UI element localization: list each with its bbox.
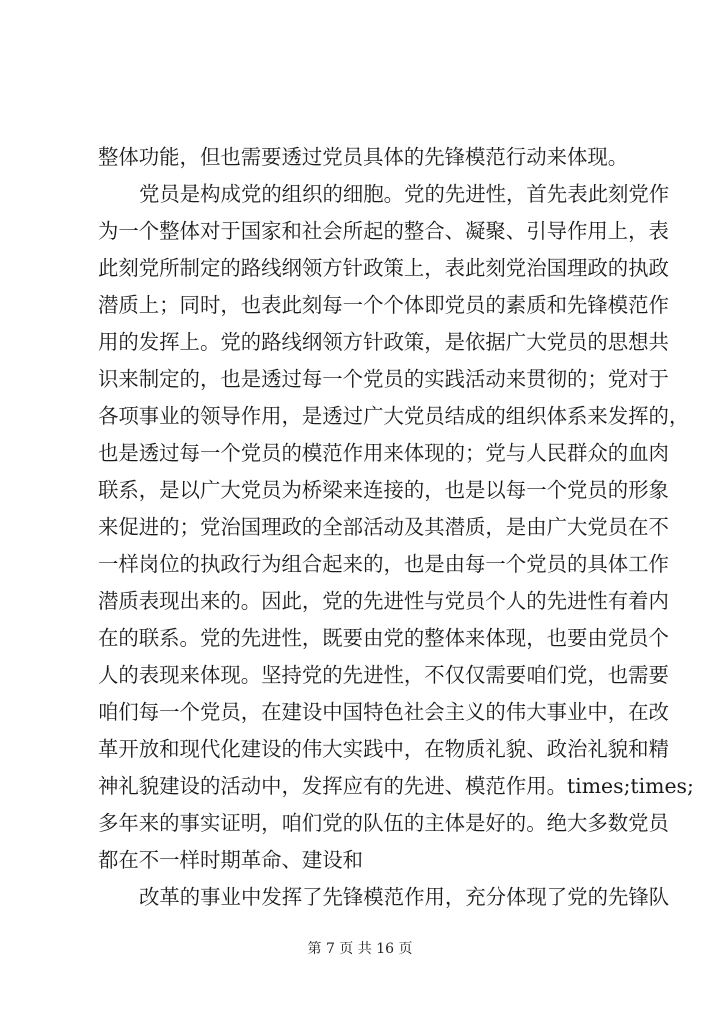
text-line: 也是透过每一个党员的模范作用来体现的；党与人民群众的血肉 <box>98 441 669 465</box>
text-line: 神礼貌建设的活动中，发挥应有的先进、模范作用。times;times; <box>98 774 694 798</box>
text-line: 此刻党所制定的路线纲领方针政策上，表此刻党治国理政的执政 <box>98 256 669 280</box>
text-line: 为一个整体对于国家和社会所起的整合、凝聚、引导作用上，表 <box>98 219 669 243</box>
text-line: 人的表现来体现。坚持党的先进性，不仅仅需要咱们党，也需要 <box>98 663 669 687</box>
text-line: 在的联系。党的先进性，既要由党的整体来体现，也要由党员个 <box>98 626 669 650</box>
text-line: 潜质表现出来的。因此，党的先进性与党员个人的先进性有着内 <box>98 589 669 613</box>
text-line: 整体功能，但也需要透过党员具体的先锋模范行动来体现。 <box>98 145 629 169</box>
text-line: 各项事业的领导作用，是透过广大党员结成的组织体系来发挥的， <box>98 404 690 428</box>
text-line: 联系，是以广大党员为桥梁来连接的，也是以每一个党员的形象 <box>98 478 669 502</box>
text-line: 改革的事业中发挥了先锋模范作用，充分体现了党的先锋队 <box>139 885 670 909</box>
text-line: 用的发挥上。党的路线纲领方针政策，是依据广大党员的思想共 <box>98 330 669 354</box>
text-line: 来促进的；党治国理政的全部活动及其潜质，是由广大党员在不 <box>98 515 669 539</box>
text-line: 都在不一样时期革命、建设和 <box>98 848 364 872</box>
page-number: 第 7 页 共 16 页 <box>307 941 413 957</box>
text-line: 党员是构成党的组织的细胞。党的先进性，首先表此刻党作 <box>139 182 670 206</box>
text-line: 革开放和现代化建设的伟大实践中，在物质礼貌、政治礼貌和精 <box>98 737 669 761</box>
text-line: 潜质上；同时，也表此刻每一个个体即党员的素质和先锋模范作 <box>98 293 669 317</box>
text-line: 一样岗位的执政行为组合起来的，也是由每一个党员的具体工作 <box>98 552 669 576</box>
text-line: 咱们每一个党员，在建设中国特色社会主义的伟大事业中，在改 <box>98 700 669 724</box>
text-line: 多年来的事实证明，咱们党的队伍的主体是好的。绝大多数党员 <box>98 811 669 835</box>
text-line: 识来制定的，也是透过每一个党员的实践活动来贯彻的；党对于 <box>98 367 669 391</box>
